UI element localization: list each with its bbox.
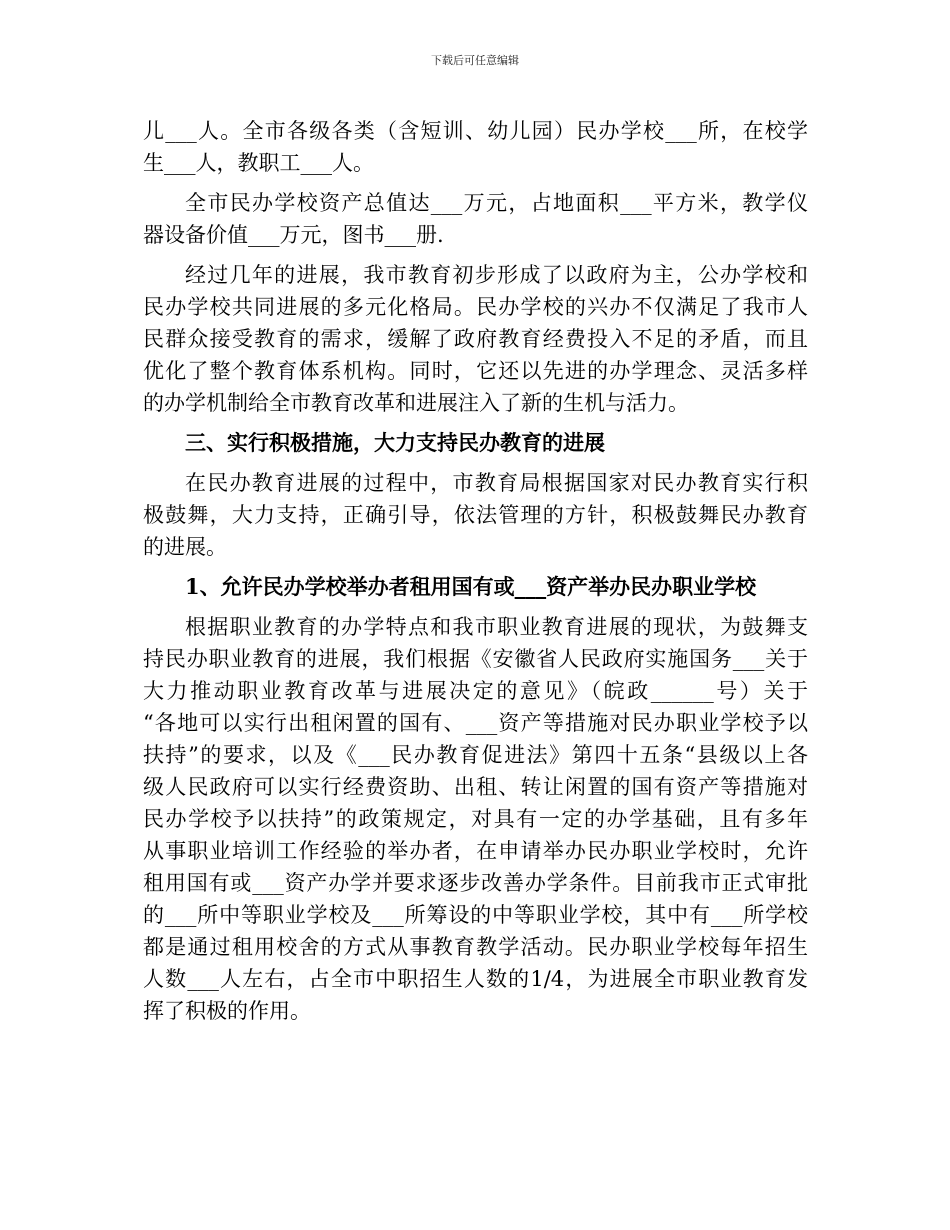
body-line: 根据职业教育的办学特点和我市职业教育进展的现状，为鼓舞支: [185, 615, 808, 639]
body-line: 器设备价值___万元，图书___册.: [143, 223, 444, 247]
body-line: 儿___人。全市各级各类（含短训、幼儿园）民办学校___所，在校学: [143, 119, 808, 143]
body-line: 极鼓舞，大力支持，正确引导，依法管理的方针，积极鼓舞民办教育: [143, 503, 808, 527]
body-line: 都是通过租用校舍的方式从事教育教学活动。民办职业学校每年招生: [143, 935, 808, 959]
body-line: 挥了积极的作用。: [143, 999, 311, 1023]
body-line: 优化了整个教育体系机构。同时，它还以先进的办学理念、灵活多样: [143, 359, 808, 383]
body-line: 的___所中等职业学校及___所筹设的中等职业学校，其中有___所学校: [143, 903, 808, 927]
body-line: 民办学校予以扶持”的政策规定，对具有一定的办学基础，且有多年: [143, 807, 808, 831]
body-line: 在民办教育进展的过程中，市教育局根据国家对民办教育实行积: [185, 471, 808, 495]
body-line: 大力推动职业教育改革与进展决定的意见》（皖政______号）关于: [143, 679, 808, 703]
body-line: 扶持”的要求，以及《___民办教育促进法》第四十五条“县级以上各: [143, 743, 808, 767]
body-line: 经过几年的进展，我市教育初步形成了以政府为主，公办学校和: [185, 263, 808, 287]
body-line: 租用国有或___资产办学并要求逐步改善办学条件。目前我市正式审批: [143, 871, 808, 895]
body-line: 人数___人左右，占全市中职招生人数的1/4，为进展全市职业教育发: [143, 967, 808, 991]
body-line: 持民办职业教育的进展，我们根据《安徽省人民政府实施国务___关于: [143, 647, 808, 671]
body-line: 从事职业培训工作经验的举办者，在申请举办民办职业学校时，允许: [143, 839, 808, 863]
body-line: 民办学校共同进展的多元化格局。民办学校的兴办不仅满足了我市人: [143, 295, 808, 319]
body-line: 级人民政府可以实行经费资助、出租、转让闲置的国有资产等措施对: [143, 775, 808, 799]
body-line: 生___人，教职工___人。: [143, 151, 374, 175]
body-line: 全市民办学校资产总值达___万元，占地面积___平方米，教学仪: [185, 191, 808, 215]
body-line: 的办学机制给全市教育改革和进展注入了新的生机与活力。: [143, 391, 689, 415]
document-body: [143, 115, 808, 1027]
body-line: “各地可以实行出租闲置的国有、___资产等措施对民办职业学校予以: [143, 711, 808, 735]
body-line: 民群众接受教育的需求，缓解了政府教育经费投入不足的矛盾，而且: [143, 327, 808, 351]
section-heading: 三、实行积极措施，大力支持民办教育的进展: [185, 430, 605, 455]
page-header: 下载后可任意编辑: [431, 54, 519, 67]
subsection-heading: 1、允许民办学校举办者租用国有或___资产举办民办职业学校: [185, 574, 757, 599]
body-line: 的进展。: [143, 535, 227, 559]
